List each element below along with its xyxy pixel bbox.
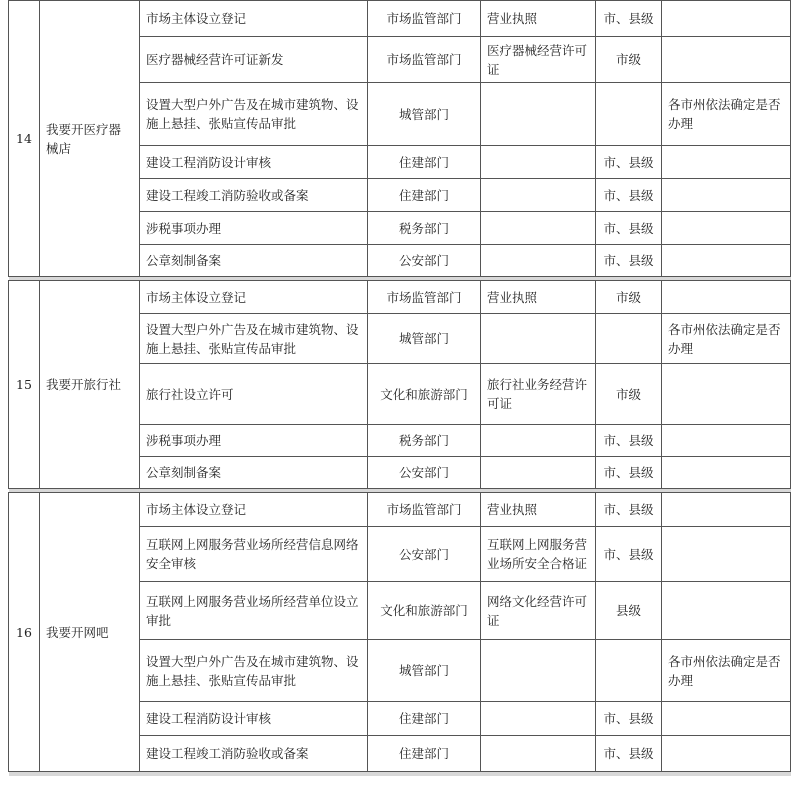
remark <box>662 457 791 489</box>
result-document: 网络文化经营许可证 <box>481 582 596 640</box>
remark <box>662 1 791 37</box>
table-row <box>9 1 791 37</box>
remark <box>662 425 791 457</box>
handling-level: 市、县级 <box>596 1 662 37</box>
handling-level: 市、县级 <box>596 245 662 277</box>
table-body <box>9 1 791 777</box>
remark <box>662 736 791 772</box>
department: 市场监管部门 <box>368 37 481 83</box>
item-name: 建设工程消防设计审核 <box>140 702 368 736</box>
handling-level: 市、县级 <box>596 702 662 736</box>
remark <box>662 245 791 277</box>
result-document <box>481 212 596 245</box>
handling-level: 市、县级 <box>596 527 662 582</box>
handling-level: 市级 <box>596 281 662 314</box>
result-document <box>481 314 596 364</box>
result-document <box>481 245 596 277</box>
item-name: 市场主体设立登记 <box>140 1 368 37</box>
item-name: 市场主体设立登记 <box>140 493 368 527</box>
item-name: 互联网上网服务营业场所经营信息网络安全审核 <box>140 527 368 582</box>
handling-level: 市、县级 <box>596 425 662 457</box>
service-table <box>8 0 791 776</box>
handling-level <box>596 83 662 146</box>
item-name: 医疗器械经营许可证新发 <box>140 37 368 83</box>
result-document: 医疗器械经营许可证 <box>481 37 596 83</box>
handling-level: 县级 <box>596 582 662 640</box>
remark <box>662 364 791 425</box>
remark <box>662 37 791 83</box>
department: 城管部门 <box>368 640 481 702</box>
handling-level: 市、县级 <box>596 736 662 772</box>
department: 市场监管部门 <box>368 1 481 37</box>
department: 税务部门 <box>368 425 481 457</box>
department: 文化和旅游部门 <box>368 582 481 640</box>
result-document <box>481 425 596 457</box>
result-document <box>481 146 596 179</box>
handling-level <box>596 314 662 364</box>
handling-level: 市、县级 <box>596 212 662 245</box>
item-name: 涉税事项办理 <box>140 212 368 245</box>
result-document <box>481 457 596 489</box>
group-number: 14 <box>9 1 40 277</box>
group-separator <box>9 772 791 777</box>
result-document: 营业执照 <box>481 493 596 527</box>
department: 城管部门 <box>368 314 481 364</box>
remark <box>662 527 791 582</box>
remark: 各市州依法确定是否办理 <box>662 314 791 364</box>
remark <box>662 582 791 640</box>
result-document: 互联网上网服务营业场所安全合格证 <box>481 527 596 582</box>
handling-level: 市、县级 <box>596 146 662 179</box>
result-document: 营业执照 <box>481 1 596 37</box>
table-row <box>9 281 791 314</box>
department: 住建部门 <box>368 736 481 772</box>
department: 文化和旅游部门 <box>368 364 481 425</box>
result-document: 营业执照 <box>481 281 596 314</box>
remark <box>662 493 791 527</box>
result-document <box>481 83 596 146</box>
table-row <box>9 493 791 527</box>
department: 市场监管部门 <box>368 281 481 314</box>
remark <box>662 146 791 179</box>
group-name: 我要开旅行社 <box>40 281 140 489</box>
group-number: 15 <box>9 281 40 489</box>
department: 住建部门 <box>368 702 481 736</box>
item-name: 建设工程竣工消防验收或备案 <box>140 179 368 212</box>
item-name: 公章刻制备案 <box>140 245 368 277</box>
result-document <box>481 640 596 702</box>
item-name: 公章刻制备案 <box>140 457 368 489</box>
result-document: 旅行社业务经营许可证 <box>481 364 596 425</box>
item-name: 设置大型户外广告及在城市建筑物、设施上悬挂、张贴宣传品审批 <box>140 314 368 364</box>
handling-level: 市、县级 <box>596 179 662 212</box>
result-document <box>481 179 596 212</box>
item-name: 建设工程消防设计审核 <box>140 146 368 179</box>
remark <box>662 281 791 314</box>
remark: 各市州依法确定是否办理 <box>662 83 791 146</box>
item-name: 设置大型户外广告及在城市建筑物、设施上悬挂、张贴宣传品审批 <box>140 640 368 702</box>
item-name: 涉税事项办理 <box>140 425 368 457</box>
handling-level: 市级 <box>596 364 662 425</box>
group-name: 我要开网吧 <box>40 493 140 772</box>
department: 市场监管部门 <box>368 493 481 527</box>
item-name: 互联网上网服务营业场所经营单位设立审批 <box>140 582 368 640</box>
result-document <box>481 702 596 736</box>
remark: 各市州依法确定是否办理 <box>662 640 791 702</box>
handling-level: 市级 <box>596 37 662 83</box>
group-name: 我要开医疗器械店 <box>40 1 140 277</box>
result-document <box>481 736 596 772</box>
remark <box>662 212 791 245</box>
handling-level: 市、县级 <box>596 457 662 489</box>
remark <box>662 702 791 736</box>
department: 住建部门 <box>368 146 481 179</box>
department: 税务部门 <box>368 212 481 245</box>
item-name: 市场主体设立登记 <box>140 281 368 314</box>
handling-level <box>596 640 662 702</box>
department: 城管部门 <box>368 83 481 146</box>
group-number: 16 <box>9 493 40 772</box>
handling-level: 市、县级 <box>596 493 662 527</box>
item-name: 建设工程竣工消防验收或备案 <box>140 736 368 772</box>
department: 公安部门 <box>368 457 481 489</box>
separator-cell <box>9 772 791 777</box>
department: 公安部门 <box>368 245 481 277</box>
department: 住建部门 <box>368 179 481 212</box>
remark <box>662 179 791 212</box>
item-name: 旅行社设立许可 <box>140 364 368 425</box>
document-page <box>8 0 792 776</box>
item-name: 设置大型户外广告及在城市建筑物、设施上悬挂、张贴宣传品审批 <box>140 83 368 146</box>
department: 公安部门 <box>368 527 481 582</box>
